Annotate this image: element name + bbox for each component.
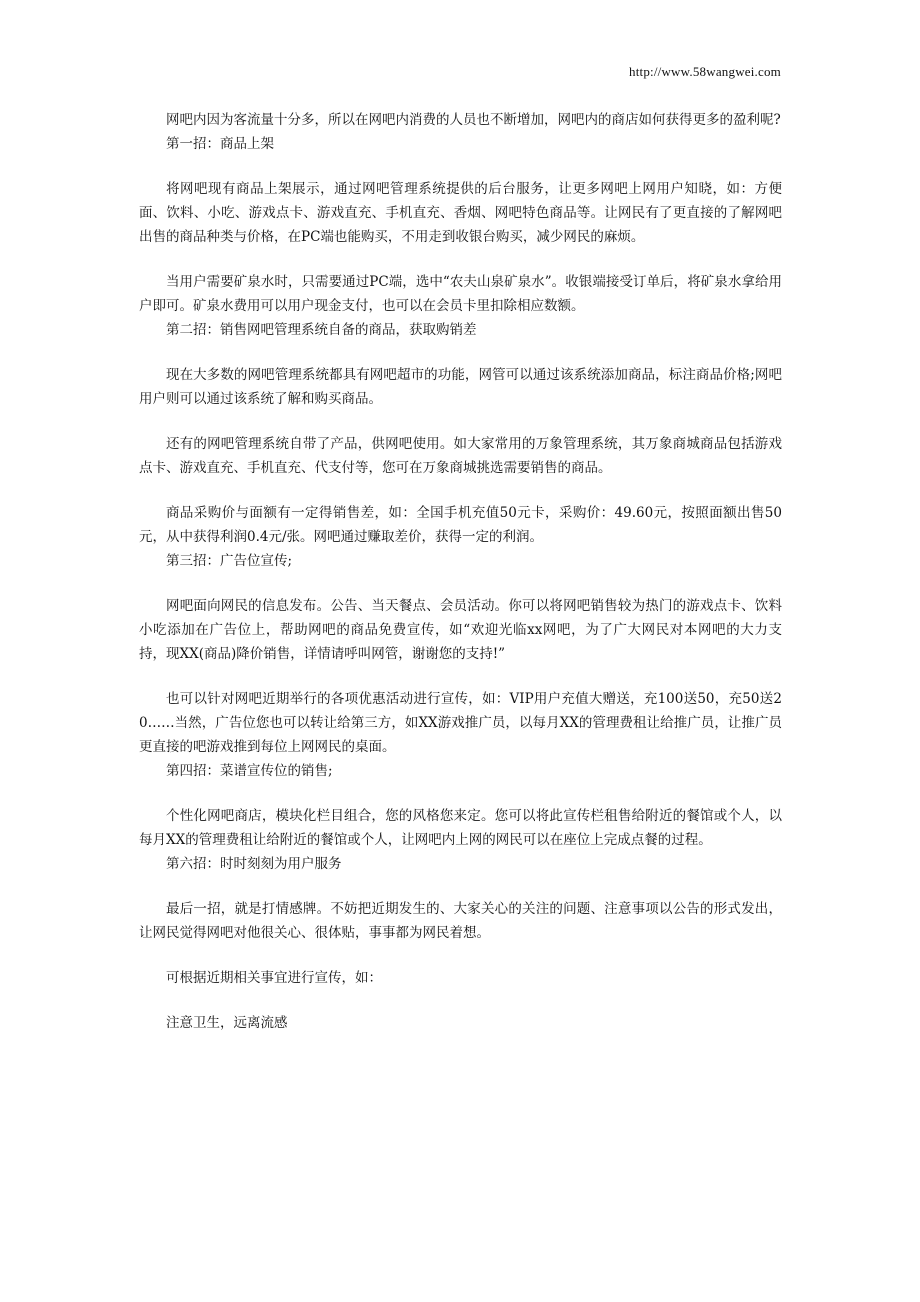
paragraph: 将网吧现有商品上架展示，通过网吧管理系统提供的后台服务，让更多网吧上网用户知晓，如：方便面、饮料、小吃、游戏点卡、游戏直充、手机直充、香烟、网吧特色商品等。让网民有了更直接的了解网吧出售的商品种类与价格，在PC端也能购买，不用走到收银台购买，减少网民的麻烦。 (139, 181, 782, 245)
paragraph: 可根据近期相关事宜进行宣传，如： (166, 970, 382, 986)
section-heading-3: 第三招：广告位宣传; (166, 553, 293, 569)
paragraph: 也可以针对网吧近期举行的各项优惠活动进行宣传，如：VIP用户充值大赠送，充100送50，充50送20……当然，广告位您也可以转让给第三方，如XX游戏推广员，以每月XX的管理费租让给推广员，让推广员更直接的吧游戏推到每位上网网民的桌面。 (139, 691, 782, 755)
section-heading-6: 第六招：时时刻刻为用户服务 (166, 856, 342, 872)
paragraph: 当用户需要矿泉水时，只需要通过PC端，选中“农夫山泉矿泉水”。收银端接受订单后，将矿泉水拿给用户即可。矿泉水费用可以用户现金支付，也可以在会员卡里扣除相应数额。 (139, 274, 782, 314)
paragraph-intro: 网吧内因为客流量十分多，所以在网吧内消费的人员也不断增加，网吧内的商店如何获得更多的盈利呢? (166, 112, 781, 128)
paragraph: 网吧面向网民的信息发布。公告、当天餐点、会员活动。你可以将网吧销售较为热门的游戏点卡、饮料小吃添加在广告位上，帮助网吧的商品免费宣传，如“欢迎光临xx网吧，为了广大网民对本网吧的大力支持，现XX(商品)降价销售，详情请呼叫网管，谢谢您的支持!” (139, 598, 782, 662)
paragraph: 商品采购价与面额有一定得销售差，如：全国手机充值50元卡，采购价：49.60元，按照面额出售50元，从中获得利润0.4元/张。网吧通过赚取差价，获得一定的利润。 (139, 505, 782, 545)
header-url: http://www.58wangwei.com (629, 64, 781, 79)
paragraph: 注意卫生，远离流感 (166, 1015, 288, 1031)
section-heading-2: 第二招：销售网吧管理系统自备的商品，获取购销差 (166, 322, 477, 338)
paragraph: 个性化网吧商店，模块化栏目组合，您的风格您来定。您可以将此宣传栏租售给附近的餐馆或个人，以每月XX的管理费租让给附近的餐馆或个人，让网吧内上网的网民可以在座位上完成点餐的过程。 (139, 808, 782, 848)
paragraph: 最后一招，就是打情感牌。不妨把近期发生的、大家关心的关注的问题、注意事项以公告的形式发出，让网民觉得网吧对他很关心、很体贴，事事都为网民着想。 (139, 901, 782, 941)
document-body (139, 108, 782, 1035)
paragraph: 现在大多数的网吧管理系统都具有网吧超市的功能，网管可以通过该系统添加商品，标注商品价格;网吧用户则可以通过该系统了解和购买商品。 (139, 367, 782, 407)
section-heading-1: 第一招：商品上架 (166, 136, 274, 152)
section-heading-4: 第四招：菜谱宣传位的销售; (166, 763, 333, 779)
paragraph: 还有的网吧管理系统自带了产品，供网吧使用。如大家常用的万象管理系统，其万象商城商品包括游戏点卡、游戏直充、手机直充、代支付等，您可在万象商城挑选需要销售的商品。 (139, 436, 782, 476)
